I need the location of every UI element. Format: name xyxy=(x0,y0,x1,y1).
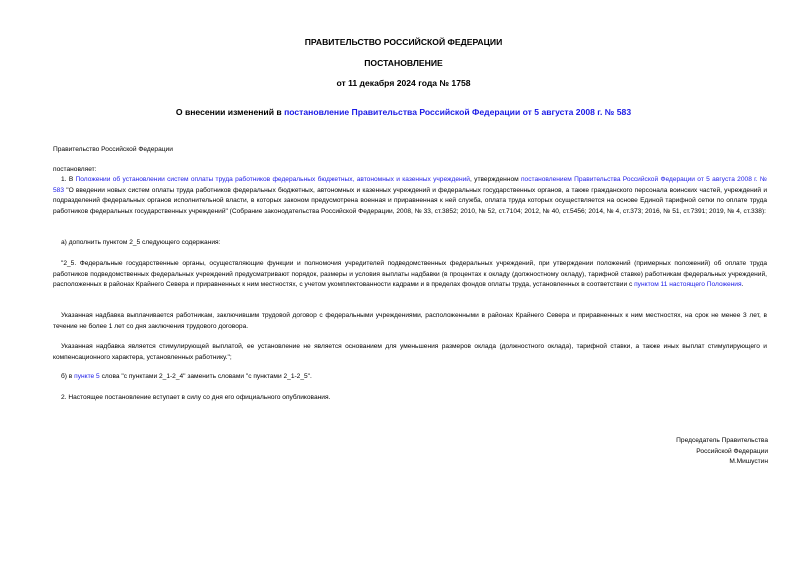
signature-country: Российской Федерации xyxy=(696,447,768,455)
decrees-text: постановляет: xyxy=(53,166,97,173)
subitem-a: а) дополнить пунктом 2_5 следующего содержания: xyxy=(61,239,221,246)
paragraph-item-1 xyxy=(53,175,767,217)
quote-paragraph-3: Указанная надбавка является стимулирующей выплатой, ее установление не является основанием для уменьшения размеров оклада (должностного оклада), тарифной ставки, а также иных выплат стимулирующего и компенсационного характера, установленных работнику."; xyxy=(53,343,767,361)
item1-text-1: 1. В xyxy=(61,176,76,183)
subject-link-decree-583[interactable]: постановление Правительства Российской Федерации от 5 августа 2008 г. № 583 xyxy=(284,107,632,117)
quote-paragraph-1 xyxy=(53,259,767,291)
link-item-11[interactable]: пунктом 11 настоящего Положения xyxy=(634,281,742,289)
date-number-heading: от 11 декабря 2024 года № 1758 xyxy=(336,78,471,88)
item1-text-2: , утвержденном xyxy=(470,176,521,183)
document-subject xyxy=(0,107,807,117)
subitem-b-text-1: б) в xyxy=(61,373,75,380)
issuer-text: Правительство Российской Федерации xyxy=(53,146,173,153)
paragraph-item-2: 2. Настоящее постановление вступает в силу со дня его официального опубликования. xyxy=(61,394,331,401)
subitem-b-text-2: слова "с пунктами 2_1-2_4" заменить словами "с пунктами 2_1-2_5". xyxy=(99,373,312,380)
signature-position: Председатель Правительства xyxy=(676,437,768,444)
link-regulation[interactable]: Положении об установлении систем оплаты труда работников федеральных бюджетных, автономных и казенных учреждений xyxy=(75,176,470,183)
subject-prefix: О внесении изменений в xyxy=(175,107,285,117)
government-heading: ПРАВИТЕЛЬСТВО РОССИЙСКОЙ ФЕДЕРАЦИИ xyxy=(304,37,503,47)
link-decree-583[interactable]: постановлением Правительства Российской Федерации от 5 августа 2008 г. № 583 xyxy=(53,176,767,194)
document-type-heading: ПОСТАНОВЛЕНИЕ xyxy=(364,58,443,68)
quote1-text: "2_5. Федеральные государственные органы, осуществляющие функции и полномочия учредителей подведомственных федеральных учреждений, при утверждении положений (примерных положений) об оплате труда работников подведомственных федеральных учреждений предусматривают порядок, размеры и условия выплаты надбавки (в процентах к окладу (должностному окладу), тарифной ставке) работникам федеральных учреждений, расположенных в районах Крайнего Севера и приравненных к ним местностях, с учетом укомплектованности кадрами и в пределах фондов оплаты труда, установленных в соответствии с xyxy=(53,260,767,289)
quote-paragraph-2: Указанная надбавка выплачивается работникам, заключившим трудовой договор с федеральными учреждениями, расположенными в районах Крайнего Севера и приравненных к ним местностях, на срок не менее 3 лет, в течение не более 1 лет со дня заключения трудового договора. xyxy=(53,312,767,330)
item1-text-3: "О введении новых систем оплаты труда работников федеральных бюджетных, автономных и казенных учреждений и федеральных государственных органов, а также гражданского персонала воинских частей, учреждений и подразделений федеральных органов исполнительной власти, в которых законом предусмотрена военная и приравненная к ней служба, оплата труда которых осуществляется на основе Единой тарифной сетки по оплате труда работников федеральных государственных учреждений" (Собрание законодательства Российской Федерации, 2008, № 33, ст.3852; 2010, № 52, ст.7104; 2012, № 40, ст.5456; 2014, № 4, ст.373; 2016, № 51, ст.7391; 2019, № 4, ст.338): xyxy=(53,186,767,215)
quote1-end: . xyxy=(741,281,744,289)
link-item-5[interactable]: пункте 5 xyxy=(74,373,100,380)
signature-name: М.Мишустин xyxy=(729,458,768,466)
signature-block xyxy=(560,436,768,468)
subitem-b xyxy=(61,372,312,383)
